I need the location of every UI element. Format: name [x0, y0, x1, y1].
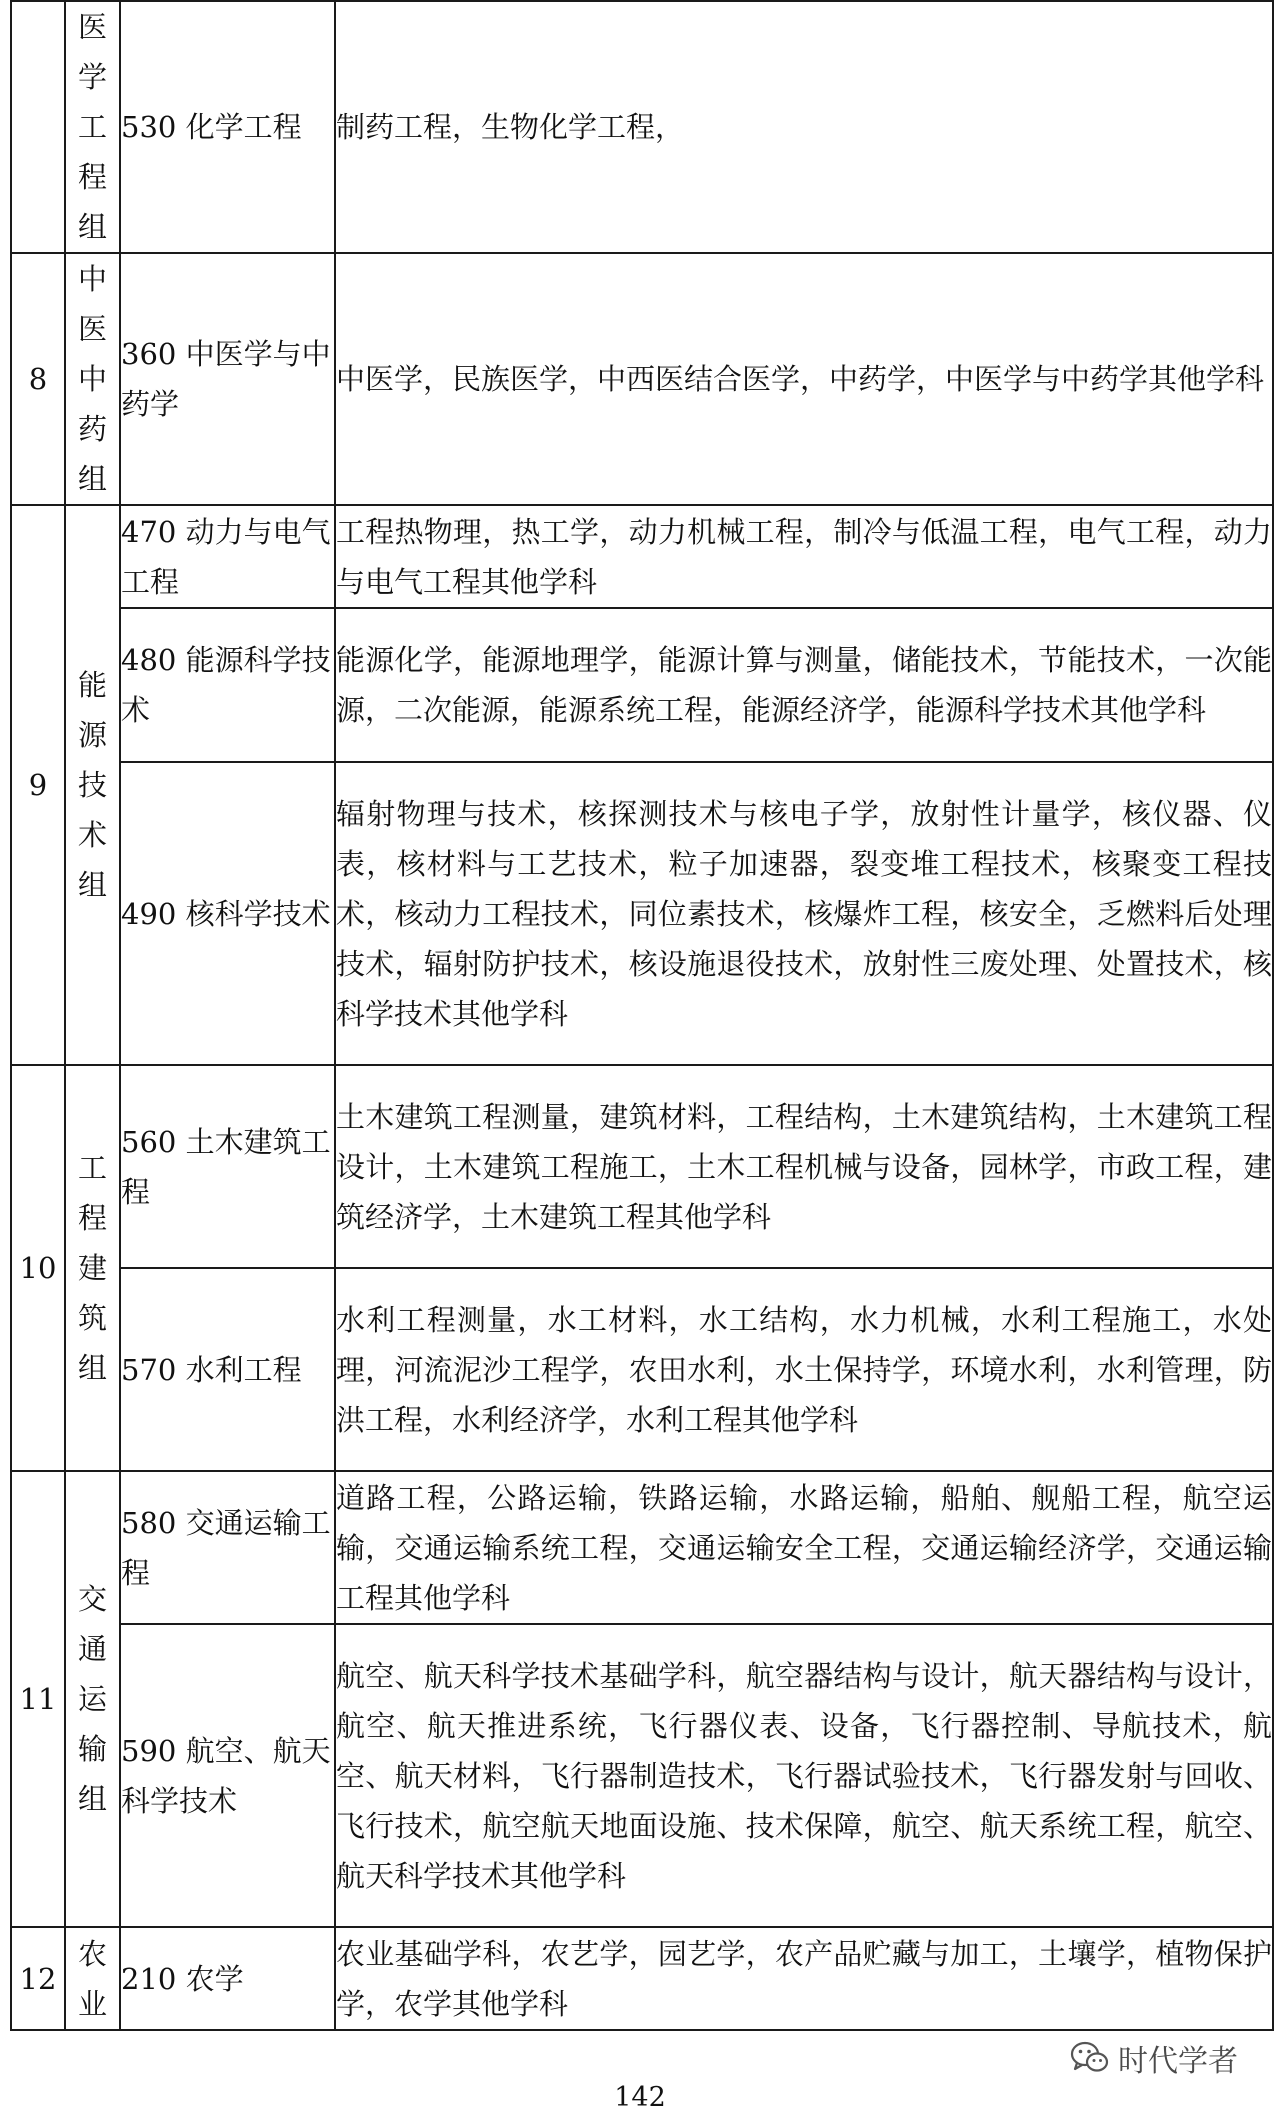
subject-code: 530 化学工程: [120, 1, 335, 253]
table-row: [11, 253, 1273, 505]
subject-classification-table: [10, 0, 1274, 2031]
table-row: [11, 1268, 1273, 1471]
subject-description: 农业基础学科，农艺学，园艺学，农产品贮藏与加工，土壤学，植物保护学，农学其他学科: [335, 1927, 1273, 2030]
watermark-text: 时代学者: [1118, 2044, 1238, 2079]
group-number: 10: [11, 1065, 65, 1471]
group-number: 11: [11, 1471, 65, 1927]
group-number: [11, 1, 65, 253]
subject-code: 570 水利工程: [120, 1268, 335, 1471]
group-name: 能源技术组: [65, 505, 120, 1065]
table-row: [11, 608, 1273, 762]
subject-description: 制药工程，生物化学工程，: [335, 1, 1273, 253]
subject-description: 航空、航天科学技术基础学科，航空器结构与设计，航天器结构与设计，航空、航天推进系统，飞行器仪表、设备，飞行器控制、导航技术，航空、航天材料，飞行器制造技术，飞行器试验技术，飞行器发射与回收、飞行技术，航空航天地面设施、技术保障，航空、航天系统工程，航空、航天科学技术其他学科: [335, 1624, 1273, 1927]
table-row: [11, 1471, 1273, 1624]
table-row: [11, 1624, 1273, 1927]
subject-description: 道路工程，公路运输，铁路运输，水路运输，船舶、舰船工程，航空运输，交通运输系统工程，交通运输安全工程，交通运输经济学，交通运输工程其他学科: [335, 1471, 1273, 1624]
subject-description: 辐射物理与技术，核探测技术与核电子学，放射性计量学，核仪器、仪表，核材料与工艺技术，粒子加速器，裂变堆工程技术，核聚变工程技术，核动力工程技术，同位素技术，核爆炸工程，核安全，乏燃料后处理技术，辐射防护技术，核设施退役技术，放射性三废处理、处置技术，核科学技术其他学科: [335, 762, 1273, 1065]
subject-description: 工程热物理，热工学，动力机械工程，制冷与低温工程，电气工程，动力与电气工程其他学科: [335, 505, 1273, 608]
subject-description: 能源化学，能源地理学，能源计算与测量，储能技术，节能技术，一次能源，二次能源，能源系统工程，能源经济学，能源科学技术其他学科: [335, 608, 1273, 762]
table-row: [11, 1927, 1273, 2030]
subject-code: 560 土木建筑工程: [120, 1065, 335, 1268]
group-number: 9: [11, 505, 65, 1065]
group-name: 农业: [65, 1927, 120, 2030]
subject-code: 480 能源科学技术: [120, 608, 335, 762]
subject-code: 490 核科学技术: [120, 762, 335, 1065]
subject-description: 水利工程测量，水工材料，水工结构，水力机械，水利工程施工，水处理，河流泥沙工程学，农田水利，水土保持学，环境水利，水利管理，防洪工程，水利经济学，水利工程其他学科: [335, 1268, 1273, 1471]
subject-description: 中医学，民族医学，中西医结合医学，中药学，中医学与中药学其他学科: [335, 253, 1273, 505]
group-name: 中医中药组: [65, 253, 120, 505]
subject-code: 590 航空、航天科学技术: [120, 1624, 335, 1927]
table-row: [11, 1065, 1273, 1268]
group-name: 医学工程组: [65, 1, 120, 253]
subject-code: 470 动力与电气工程: [120, 505, 335, 608]
group-name: 工程建筑组: [65, 1065, 120, 1471]
group-number: 8: [11, 253, 65, 505]
wechat-icon: [1070, 2041, 1110, 2075]
page-number: 142: [614, 2082, 666, 2113]
watermark: [1070, 2036, 1238, 2080]
table-row: [11, 762, 1273, 1065]
table-row: [11, 1, 1273, 253]
subject-description: 土木建筑工程测量，建筑材料，工程结构，土木建筑结构，土木建筑工程设计，土木建筑工程施工，土木工程机械与设备，园林学，市政工程，建筑经济学，土木建筑工程其他学科: [335, 1065, 1273, 1268]
subject-code: 360 中医学与中药学: [120, 253, 335, 505]
subject-code: 210 农学: [120, 1927, 335, 2030]
subject-code: 580 交通运输工程: [120, 1471, 335, 1624]
table-row: [11, 505, 1273, 608]
group-name: 交通运输组: [65, 1471, 120, 1927]
group-number: 12: [11, 1927, 65, 2030]
